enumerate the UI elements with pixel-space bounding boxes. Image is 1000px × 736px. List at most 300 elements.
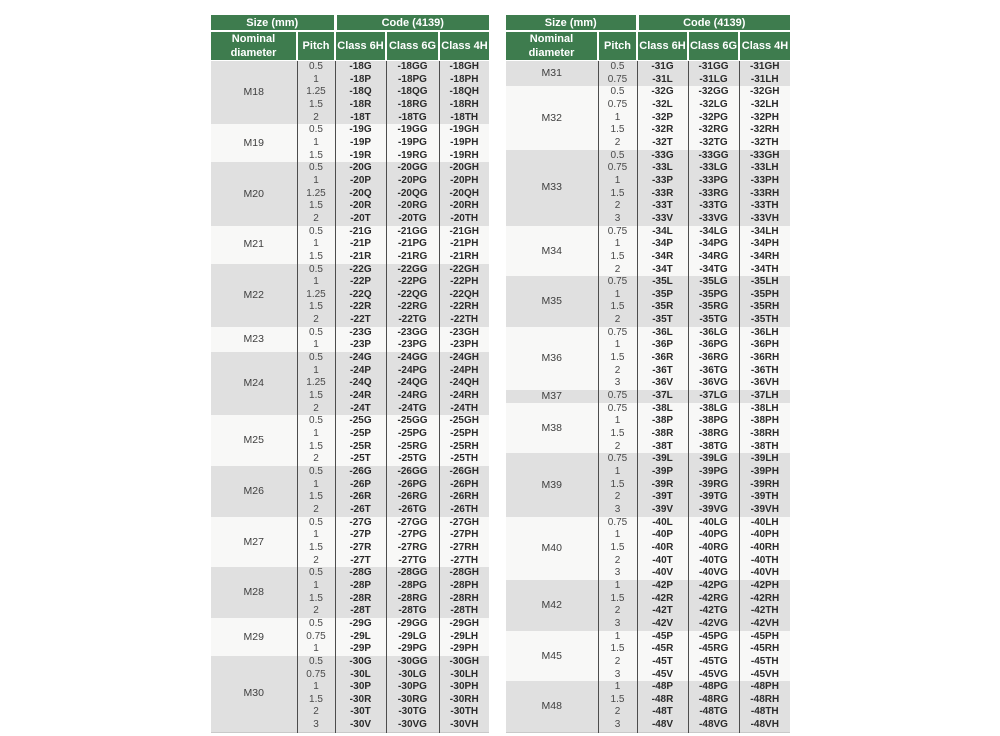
code-4h-cell: -21RH [439,251,489,264]
table-row [211,466,489,479]
pitch-cell: 0.75 [598,453,637,466]
code-4h-cell: -38LH [739,403,790,416]
code-6h-cell: -35R [637,301,688,314]
size-group-header: Size (mm) [506,15,637,31]
code-6h-cell: -27R [335,542,386,555]
code-4h-cell: -33TH [739,200,790,213]
code-6h-cell: -30P [335,681,386,694]
pitch-cell: 0.5 [598,150,637,163]
table-row [506,681,790,694]
pitch-cell: 0.5 [297,124,335,137]
code-6g-cell: -36PG [688,339,739,352]
pitch-cell: 1.5 [598,694,637,707]
code-4h-cell: -39LH [739,453,790,466]
pitch-cell: 1 [598,466,637,479]
code-6g-cell: -24TG [386,403,439,416]
code-4h-cell: -40VH [739,567,790,580]
code-6g-cell: -34PG [688,238,739,251]
code-4h-cell: -27GH [439,517,489,530]
code-6h-cell: -22P [335,276,386,289]
code-4h-cell: -36LH [739,327,790,340]
code-6g-cell: -32PG [688,112,739,125]
code-6h-cell: -30T [335,706,386,719]
code-6h-cell: -32T [637,137,688,150]
code-4h-cell: -26GH [439,466,489,479]
code-4h-cell: -21GH [439,226,489,239]
pitch-cell: 0.75 [598,162,637,175]
col-header-class-6h: Class 6H [335,31,386,61]
code-6g-cell: -48PG [688,681,739,694]
code-4h-cell: -30GH [439,656,489,669]
pitch-cell: 1 [598,175,637,188]
code-6h-cell: -18P [335,74,386,87]
pitch-cell: 1.5 [598,301,637,314]
pitch-cell: 2 [297,112,335,125]
code-6g-cell: -27GG [386,517,439,530]
code-6h-cell: -18R [335,99,386,112]
code-4h-cell: -25GH [439,415,489,428]
code-4h-cell: -38TH [739,441,790,454]
nominal-diameter-cell: M23 [211,327,297,352]
pitch-cell: 0.5 [297,352,335,365]
code-6g-cell: -45PG [688,631,739,644]
code-4h-cell: -35TH [739,314,790,327]
pitch-cell: 3 [598,504,637,517]
code-6g-cell: -38RG [688,428,739,441]
code-4h-cell: -35PH [739,289,790,302]
pitch-cell: 1.25 [297,86,335,99]
nominal-diameter-cell: M20 [211,162,297,225]
table-body-left [211,61,489,733]
table-row [506,276,790,289]
code-4h-cell: -45RH [739,643,790,656]
code-6h-cell: -29P [335,643,386,656]
code-4h-cell: -40TH [739,555,790,568]
code-6h-cell: -23G [335,327,386,340]
code-6h-cell: -21P [335,238,386,251]
code-6g-cell: -22RG [386,301,439,314]
code-4h-cell: -28TH [439,605,489,618]
nominal-diameter-cell: M21 [211,226,297,264]
table-row [211,656,489,669]
table-row [506,403,790,416]
pitch-cell: 1.5 [297,441,335,454]
code-6g-cell: -33GG [688,150,739,163]
nominal-diameter-cell: M22 [211,264,297,327]
code-6g-cell: -28PG [386,580,439,593]
nominal-diameter-cell: M28 [211,567,297,618]
code-4h-cell: -36VH [739,377,790,390]
pitch-cell: 1 [598,112,637,125]
code-4h-cell: -26RH [439,491,489,504]
code-6g-cell: -31LG [688,74,739,87]
code-4h-cell: -20RH [439,200,489,213]
nominal-diameter-cell: M34 [506,226,598,277]
code-6g-cell: -25PG [386,428,439,441]
code-4h-cell: -18PH [439,74,489,87]
code-6g-cell: -33LG [688,162,739,175]
code-6h-cell: -24G [335,352,386,365]
col-header-class-4h: Class 4H [739,31,790,61]
code-4h-cell: -48TH [739,706,790,719]
code-4h-cell: -19GH [439,124,489,137]
code-4h-cell: -28PH [439,580,489,593]
code-6g-cell: -29GG [386,618,439,631]
code-4h-cell: -36TH [739,365,790,378]
code-6g-cell: -18TG [386,112,439,125]
code-group-header: Code (4139) [335,15,489,31]
pitch-cell: 2 [598,137,637,150]
code-6h-cell: -30L [335,669,386,682]
code-6h-cell: -38R [637,428,688,441]
table-row [211,415,489,428]
code-4h-cell: -20QH [439,188,489,201]
code-4h-cell: -33RH [739,188,790,201]
pitch-cell: 2 [297,453,335,466]
code-6h-cell: -34P [637,238,688,251]
code-6g-cell: -19GG [386,124,439,137]
pitch-cell: 2 [598,656,637,669]
code-6h-cell: -27T [335,555,386,568]
pitch-cell: 2 [297,504,335,517]
code-6h-cell: -35T [637,314,688,327]
code-6h-cell: -42V [637,618,688,631]
pitch-cell: 0.75 [598,99,637,112]
code-6g-cell: -32LG [688,99,739,112]
code-6g-cell: -28TG [386,605,439,618]
code-4h-cell: -48RH [739,694,790,707]
code-4h-cell: -38RH [739,428,790,441]
pitch-cell: 1.5 [598,188,637,201]
table-row [211,327,489,340]
code-6h-cell: -19G [335,124,386,137]
code-6g-cell: -29LG [386,631,439,644]
code-6h-cell: -33V [637,213,688,226]
thread-code-table-left [211,15,489,733]
pitch-cell: 1.5 [297,390,335,403]
code-4h-cell: -39RH [739,479,790,492]
code-4h-cell: -29GH [439,618,489,631]
code-6g-cell: -27PG [386,529,439,542]
code-4h-cell: -24PH [439,365,489,378]
code-6h-cell: -32R [637,124,688,137]
pitch-cell: 0.5 [297,618,335,631]
code-6h-cell: -26G [335,466,386,479]
pitch-cell: 0.5 [297,466,335,479]
pitch-cell: 1.5 [297,301,335,314]
code-6h-cell: -45V [637,669,688,682]
code-6h-cell: -48V [637,719,688,732]
code-6h-cell: -24T [335,403,386,416]
pitch-cell: 1.5 [598,124,637,137]
nominal-diameter-cell: M36 [506,327,598,390]
code-4h-cell: -25TH [439,453,489,466]
table-row [506,390,790,403]
code-6h-cell: -30G [335,656,386,669]
pitch-cell: 1 [297,643,335,656]
code-6g-cell: -20TG [386,213,439,226]
code-4h-cell: -20GH [439,162,489,175]
code-6g-cell: -18PG [386,74,439,87]
table-row [211,618,489,631]
code-6g-cell: -45TG [688,656,739,669]
code-6h-cell: -28G [335,567,386,580]
pitch-cell: 1 [297,238,335,251]
nominal-diameter-cell: M31 [506,61,598,87]
code-6h-cell: -18G [335,61,386,74]
code-6g-cell: -30GG [386,656,439,669]
code-6g-cell: -34RG [688,251,739,264]
code-6h-cell: -26T [335,504,386,517]
pitch-cell: 0.75 [598,74,637,87]
code-4h-cell: -30LH [439,669,489,682]
pitch-cell: 1 [297,74,335,87]
nominal-diameter-cell: M18 [211,61,297,125]
pitch-cell: 2 [598,200,637,213]
code-6g-cell: -35LG [688,276,739,289]
code-6g-cell: -24PG [386,365,439,378]
code-6h-cell: -32L [637,99,688,112]
code-6h-cell: -38T [637,441,688,454]
nominal-diameter-cell: M29 [211,618,297,656]
code-6h-cell: -40V [637,567,688,580]
code-4h-cell: -26PH [439,479,489,492]
code-4h-cell: -18GH [439,61,489,74]
pitch-cell: 2 [297,314,335,327]
pitch-cell: 0.5 [297,226,335,239]
code-4h-cell: -25PH [439,428,489,441]
code-6h-cell: -20P [335,175,386,188]
table-row [211,264,489,277]
code-4h-cell: -32GH [739,86,790,99]
code-6h-cell: -19R [335,150,386,163]
pitch-cell: 1 [598,580,637,593]
code-4h-cell: -22TH [439,314,489,327]
code-6h-cell: -35L [637,276,688,289]
pitch-cell: 0.75 [598,517,637,530]
pitch-cell: 3 [598,669,637,682]
pitch-cell: 1.5 [297,542,335,555]
code-6g-cell: -38TG [688,441,739,454]
table-row [211,61,489,74]
code-4h-cell: -45PH [739,631,790,644]
code-4h-cell: -36PH [739,339,790,352]
pitch-cell: 2 [297,605,335,618]
size-group-header: Size (mm) [211,15,335,31]
code-6g-cell: -22GG [386,264,439,277]
code-6h-cell: -26P [335,479,386,492]
code-4h-cell: -31LH [739,74,790,87]
code-4h-cell: -42PH [739,580,790,593]
code-6h-cell: -36P [637,339,688,352]
pitch-cell: 1.5 [598,428,637,441]
pitch-cell: 0.5 [297,264,335,277]
code-6h-cell: -33R [637,188,688,201]
table-row [211,226,489,239]
code-4h-cell: -30TH [439,706,489,719]
code-6h-cell: -32G [637,86,688,99]
code-6h-cell: -36L [637,327,688,340]
nominal-diameter-cell: M42 [506,580,598,631]
code-6h-cell: -34L [637,226,688,239]
code-6g-cell: -21RG [386,251,439,264]
nominal-diameter-cell: M24 [211,352,297,415]
code-6g-cell: -40VG [688,567,739,580]
code-6g-cell: -42VG [688,618,739,631]
code-6g-cell: -26PG [386,479,439,492]
pitch-cell: 1 [598,631,637,644]
code-6g-cell: -24RG [386,390,439,403]
code-4h-cell: -30PH [439,681,489,694]
table-row [506,327,790,340]
code-4h-cell: -24TH [439,403,489,416]
code-6h-cell: -39L [637,453,688,466]
code-6h-cell: -45T [637,656,688,669]
pitch-cell: 1.25 [297,289,335,302]
pitch-cell: 1 [297,339,335,352]
code-6h-cell: -48T [637,706,688,719]
code-6g-cell: -33RG [688,188,739,201]
pitch-cell: 2 [598,605,637,618]
code-4h-cell: -21PH [439,238,489,251]
col-header-pitch: Pitch [297,31,335,61]
pitch-cell: 2 [297,706,335,719]
pitch-cell: 1.5 [297,200,335,213]
code-4h-cell: -34LH [739,226,790,239]
code-6h-cell: -28P [335,580,386,593]
code-4h-cell: -24QH [439,377,489,390]
code-6h-cell: -38P [637,415,688,428]
code-6h-cell: -45R [637,643,688,656]
code-4h-cell: -42RH [739,593,790,606]
pitch-cell: 3 [598,618,637,631]
code-4h-cell: -35RH [739,301,790,314]
code-6g-cell: -45VG [688,669,739,682]
code-4h-cell: -32TH [739,137,790,150]
pitch-cell: 3 [598,377,637,390]
pitch-cell: 0.5 [297,517,335,530]
code-4h-cell: -38PH [739,415,790,428]
code-6h-cell: -25R [335,441,386,454]
code-6h-cell: -36R [637,352,688,365]
pitch-cell: 0.5 [297,567,335,580]
code-6h-cell: -28R [335,593,386,606]
code-6h-cell: -40R [637,542,688,555]
pitch-cell: 1 [598,289,637,302]
table-row [506,631,790,644]
code-6g-cell: -39LG [688,453,739,466]
code-6g-cell: -21GG [386,226,439,239]
code-6h-cell: -40P [637,529,688,542]
code-6g-cell: -20RG [386,200,439,213]
pitch-cell: 1.5 [598,593,637,606]
code-4h-cell: -33LH [739,162,790,175]
code-6h-cell: -31L [637,74,688,87]
code-4h-cell: -48VH [739,719,790,732]
code-6g-cell: -35TG [688,314,739,327]
nominal-diameter-cell: M37 [506,390,598,403]
nominal-diameter-cell: M48 [506,681,598,732]
code-6g-cell: -19PG [386,137,439,150]
code-6g-cell: -35RG [688,301,739,314]
code-4h-cell: -31GH [739,61,790,74]
code-6g-cell: -26GG [386,466,439,479]
nominal-diameter-cell: M25 [211,415,297,466]
pitch-cell: 0.5 [598,86,637,99]
pitch-cell: 3 [598,719,637,732]
code-6g-cell: -40RG [688,542,739,555]
code-4h-cell: -22QH [439,289,489,302]
pitch-cell: 1 [297,681,335,694]
code-6g-cell: -19RG [386,150,439,163]
nominal-diameter-cell: M38 [506,403,598,454]
code-6g-cell: -33VG [688,213,739,226]
pitch-cell: 0.75 [297,631,335,644]
code-6h-cell: -29L [335,631,386,644]
pitch-cell: 1.5 [297,491,335,504]
code-6h-cell: -38L [637,403,688,416]
code-6g-cell: -48TG [688,706,739,719]
thread-code-table-right [506,15,790,733]
code-6h-cell: -39R [637,479,688,492]
code-6h-cell: -20R [335,200,386,213]
table-body-right [506,61,790,733]
nominal-diameter-cell: M27 [211,517,297,568]
code-6h-cell: -40L [637,517,688,530]
pitch-cell: 1.5 [598,542,637,555]
pitch-cell: 3 [598,567,637,580]
pitch-cell: 2 [598,706,637,719]
group-header-row [211,15,489,31]
code-4h-cell: -23PH [439,339,489,352]
code-6g-cell: -27RG [386,542,439,555]
code-4h-cell: -39VH [739,504,790,517]
code-6g-cell: -42TG [688,605,739,618]
pitch-cell: 0.75 [598,403,637,416]
code-6g-cell: -40PG [688,529,739,542]
pitch-cell: 2 [598,491,637,504]
code-6g-cell: -32RG [688,124,739,137]
code-6g-cell: -42PG [688,580,739,593]
table-row [506,226,790,239]
table-row [506,61,790,74]
code-4h-cell: -23GH [439,327,489,340]
code-6g-cell: -37LG [688,390,739,403]
pitch-cell: 0.75 [598,327,637,340]
code-6g-cell: -38PG [688,415,739,428]
nominal-diameter-cell: M33 [506,150,598,226]
pitch-cell: 1.5 [297,150,335,163]
code-6h-cell: -33P [637,175,688,188]
code-6g-cell: -48RG [688,694,739,707]
pitch-cell: 1.5 [598,352,637,365]
code-6g-cell: -38LG [688,403,739,416]
code-6g-cell: -30PG [386,681,439,694]
code-6g-cell: -36RG [688,352,739,365]
code-6h-cell: -33T [637,200,688,213]
pitch-cell: 2 [598,314,637,327]
code-6g-cell: -34TG [688,264,739,277]
table-row [211,517,489,530]
nominal-diameter-cell: M30 [211,656,297,732]
code-4h-cell: -42TH [739,605,790,618]
pitch-cell: 1 [297,529,335,542]
table-row [211,162,489,175]
code-6g-cell: -35PG [688,289,739,302]
code-4h-cell: -42VH [739,618,790,631]
code-6g-cell: -22QG [386,289,439,302]
code-4h-cell: -19RH [439,150,489,163]
